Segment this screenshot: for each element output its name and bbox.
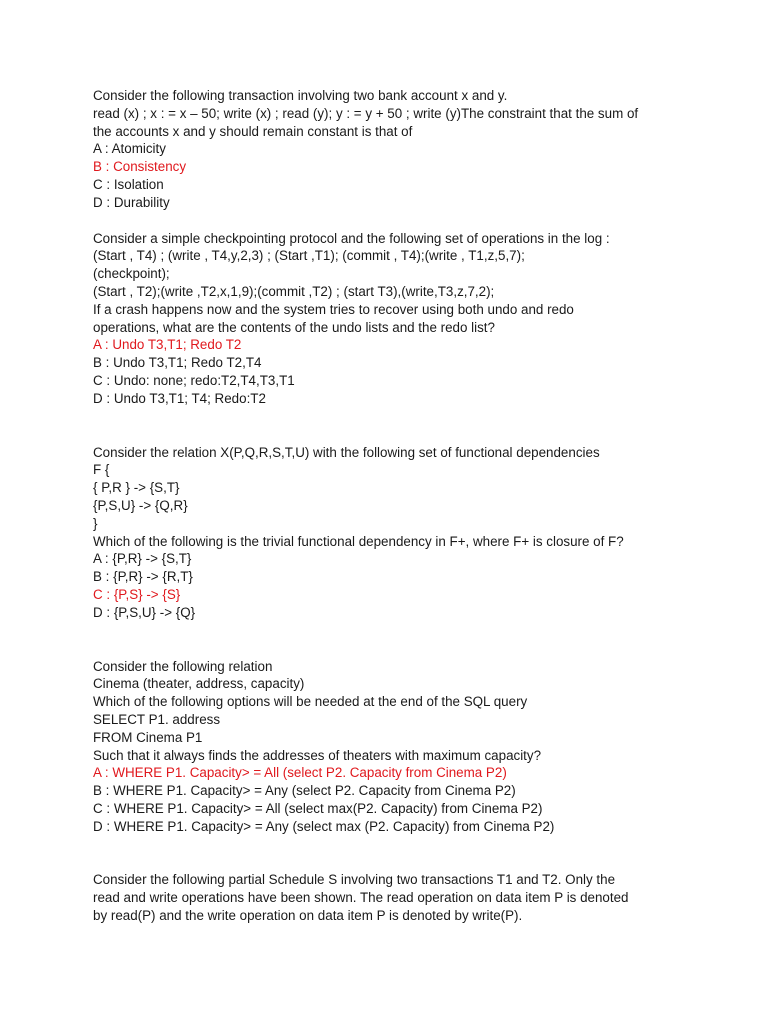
question-3-line-1: Consider the relation X(P,Q,R,S,T,U) with the following set of functional dependencies	[93, 444, 600, 460]
question-5-line-2: read and write operations have been shown. The read operation on data item P is denoted	[93, 890, 629, 906]
question-3-line-4: {P,S,U} -> {Q,R}	[93, 497, 188, 513]
question-5-line-3: by read(P) and the write operation on data item P is denoted by write(P).	[93, 908, 523, 924]
question-3-option-a: A : {P,R} -> {S,T}	[93, 551, 192, 567]
question-2-option-c: C : Undo: none; redo:T2,T4,T3,T1	[93, 372, 295, 388]
question-1	[93, 87, 693, 212]
question-4-line-5: FROM Cinema P1	[93, 729, 203, 745]
spacer	[93, 835, 693, 871]
question-3-option-c-answer: C : {P,S} -> {S}	[93, 586, 181, 602]
question-2-line-1: Consider a simple checkpointing protocol and the following set of operations in the log :	[93, 230, 610, 246]
question-2	[93, 230, 693, 408]
question-3	[93, 444, 693, 622]
question-2-line-5: If a crash happens now and the system tries to recover using both undo and redo	[93, 301, 574, 317]
question-3-line-3: { P,R } -> {S,T}	[93, 480, 180, 496]
question-4-option-b: B : WHERE P1. Capacity> = Any (select P2. Capacity from Cinema P2)	[93, 783, 516, 799]
question-4	[93, 658, 693, 836]
question-4-option-a-answer: A : WHERE P1. Capacity> = All (select P2. Capacity from Cinema P2)	[93, 765, 507, 781]
question-3-option-d: D : {P,S,U} -> {Q}	[93, 604, 196, 620]
question-2-option-a-answer: A : Undo T3,T1; Redo T2	[93, 337, 242, 353]
question-2-line-3: (checkpoint);	[93, 266, 170, 282]
question-4-option-d: D : WHERE P1. Capacity> = Any (select max (P2. Capacity) from Cinema P2)	[93, 818, 555, 834]
question-1-line-1: Consider the following transaction involving two bank account x and y.	[93, 88, 508, 103]
question-4-line-1: Consider the following relation	[93, 658, 273, 674]
question-1-line-3: the accounts x and y should remain constant is that of	[93, 123, 413, 139]
question-5	[93, 871, 693, 924]
question-1-option-c: C : Isolation	[93, 176, 164, 192]
question-3-line-6: Which of the following is the trivial functional dependency in F+, where F+ is closure of F?	[93, 533, 624, 549]
document-page	[93, 87, 693, 925]
question-3-option-b: B : {P,R} -> {R,T}	[93, 569, 193, 585]
spacer	[93, 408, 693, 444]
spacer	[93, 622, 693, 658]
question-2-line-2: (Start , T4) ; (write , T4,y,2,3) ; (Start ,T1); (commit , T4);(write , T1,z,5,7);	[93, 248, 525, 264]
question-1-line-2: read (x) ; x : = x – 50; write (x) ; read (y); y : = y + 50 ; write (y)The constraint that the sum of	[93, 105, 639, 121]
question-4-line-3: Which of the following options will be needed at the end of the SQL query	[93, 694, 528, 710]
question-4-line-6: Such that it always finds the addresses of theaters with maximum capacity?	[93, 747, 542, 763]
question-3-line-5: }	[93, 515, 98, 531]
spacer	[93, 212, 693, 230]
question-4-line-2: Cinema (theater, address, capacity)	[93, 676, 305, 692]
question-2-option-d: D : Undo T3,T1; T4; Redo:T2	[93, 390, 266, 406]
question-5-line-1: Consider the following partial Schedule S involving two transactions T1 and T2. Only the	[93, 872, 616, 888]
question-1-option-a: A : Atomicity	[93, 141, 166, 157]
question-2-option-b: B : Undo T3,T1; Redo T2,T4	[93, 355, 262, 371]
question-2-line-4: (Start , T2);(write ,T2,x,1,9);(commit ,T2) ; (start T3),(write,T3,z,7,2);	[93, 283, 495, 299]
question-1-option-d: D : Durability	[93, 194, 170, 210]
question-4-option-c: C : WHERE P1. Capacity> = All (select max(P2. Capacity) from Cinema P2)	[93, 800, 543, 816]
question-4-line-4: SELECT P1. address	[93, 711, 221, 727]
question-2-line-6: operations, what are the contents of the undo lists and the redo list?	[93, 319, 495, 335]
question-1-option-b-answer: B : Consistency	[93, 159, 187, 175]
question-3-line-2: F {	[93, 462, 110, 478]
